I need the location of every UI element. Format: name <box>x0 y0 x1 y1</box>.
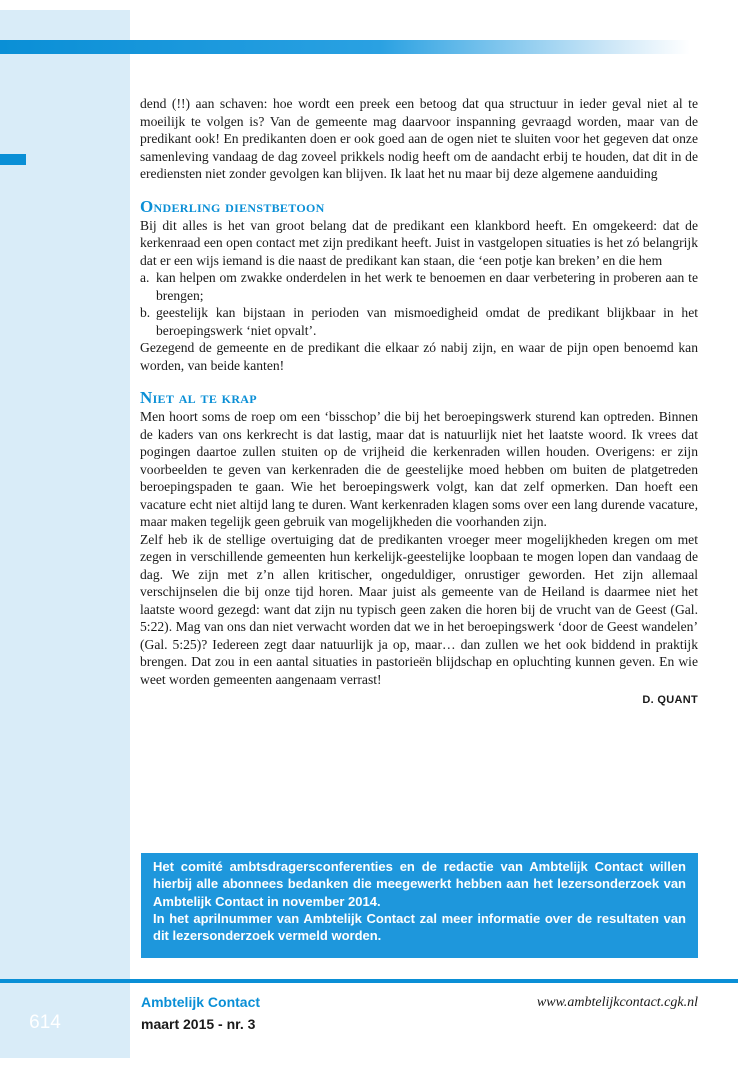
section1-list <box>140 269 698 339</box>
website-link[interactable]: www.ambtelijkcontact.cgk.nl <box>536 995 698 1010</box>
sidebar-marker <box>0 154 26 165</box>
header-gradient-bar <box>0 40 690 54</box>
issue-label: maart 2015 - nr. 3 <box>141 1016 256 1032</box>
list-item-text: kan helpen om zwakke onderdelen in het werk te benoemen en daar verbetering in proberen aan te brengen; <box>156 270 698 303</box>
left-sidebar-band <box>0 10 130 1058</box>
article-body <box>140 95 698 710</box>
footer-divider <box>0 979 738 983</box>
notice-text-1: Het comité ambtsdragersconferenties en de redactie van Ambtelijk Contact willen hierbij alle abonnees bedanken die meegewerkt hebben aan het lezersonderzoek van Ambtelijk Contact in november 2014. <box>153 859 686 909</box>
section2-paragraph-1: Men hoort soms de roep om een ‘bisschop’ die bij het beroepingswerk sturend kan optreden. Binnen de kaders van ons kerkrecht is dat lastig, maar dat is natuurlijk niet het laatste woord. Ik vrees dat pogingen daartoe zullen stuiten op de vrijheid die kerkenraden willen houden. Overigens: er zijn voorbeelden te geven van kerkenraden die de geestelijke moed hebben om buiten de platgetreden beroepingspaden te gaan. Wie het beroepingswerk volgt, kan dat zelf opmerken. Dan hoeft een vacature echt niet altijd lang te duren. Want kerkenraden klagen soms over een lang durende vacature, maar maken tegelijk geen gebruik van mogelijkheden die voorhanden zijn. <box>140 409 698 529</box>
section-heading-onderling-dienstbetoon: Onderling dienstbetoon <box>140 196 325 216</box>
notice-box <box>141 853 698 958</box>
page-number: 614 <box>29 1012 61 1033</box>
list-item-marker: a. <box>140 270 150 285</box>
list-item-text: geestelijk kan bijstaan in perioden van mismoedigheid omdat de predikant blijkbaar in het beroepingswerk ‘niet opvalt’. <box>156 305 698 338</box>
list-item <box>140 269 698 304</box>
list-item-marker: b. <box>140 305 151 320</box>
section1-paragraph: Bij dit alles is het van groot belang dat de predikant een klankbord heeft. En omgekeerd: dat de kerkenraad een open contact met zijn predikant heeft. Juist in vastgelopen situaties is het zó belangrijk dat er een wijs iemand is die naast de predikant kan staan, die ‘een potje kan breken’ en die hem <box>140 217 698 268</box>
magazine-title: Ambtelijk Contact <box>141 994 261 1010</box>
section2-paragraph-2: Zelf heb ik de stellige overtuiging dat de predikanten vroeger meer mogelijkheden kregen om met zegen in verschillende gemeenten hun kerkelijk-geestelijke loopbaan te mogen lopen dan vandaag de dag. We zijn met z’n allen kritischer, ongeduldiger, onrustiger geworden. Het zijn allemaal verschijnselen die bij onze tijd horen. Maar juist als gemeente van de Heiland is daarmee niet het laatste woord gezegd: want dat zijn nu typisch geen zaken die horen bij de vrucht van de Geest (Gal. 5:22). Mag van ons dan niet verwacht worden dat we in het beroepingswerk ‘door de Geest wandelen’ (Gal. 5:25)? Iedereen zegt daar natuurlijk ja op, maar… dan zullen we het ook biddend in praktijk brengen. Dat zou in een aantal situaties in pastorieën blijdschap en opluchting kunnen geven. En wie weet worden gemeenten aangenaam verrast! <box>140 531 698 687</box>
intro-paragraph: dend (!!) aan schaven: hoe wordt een preek een betoog dat qua structuur in ieder geval niet al te moeilijk te volgen is? Van de gemeente mag daarvoor inspanning gevraagd worden, maar van de predikant ook! En predikanten doen er ook goed aan de ogen niet te sluiten voor het gegeven dat onze samenleving vandaag de dag zoveel prikkels nodig heeft om de aandacht erbij te houden, dat dit in de erediensten niet zonder gevolgen kan blijven. Ik laat het nu maar bij deze algemene aanduiding <box>140 96 698 181</box>
list-item <box>140 304 698 339</box>
notice-text-2: In het aprilnummer van Ambtelijk Contact zal meer informatie over de resultaten van dit lezersonderzoek vermeld worden. <box>153 910 686 944</box>
section-heading-niet-al-te-krap: Niet al te krap <box>140 388 257 407</box>
author-signature: D. QUANT <box>642 694 698 706</box>
section1-closing: Gezegend de gemeente en de predikant die elkaar zó nabij zijn, en waar de pijn open benoemd kan worden, van beide kanten! <box>140 340 698 373</box>
